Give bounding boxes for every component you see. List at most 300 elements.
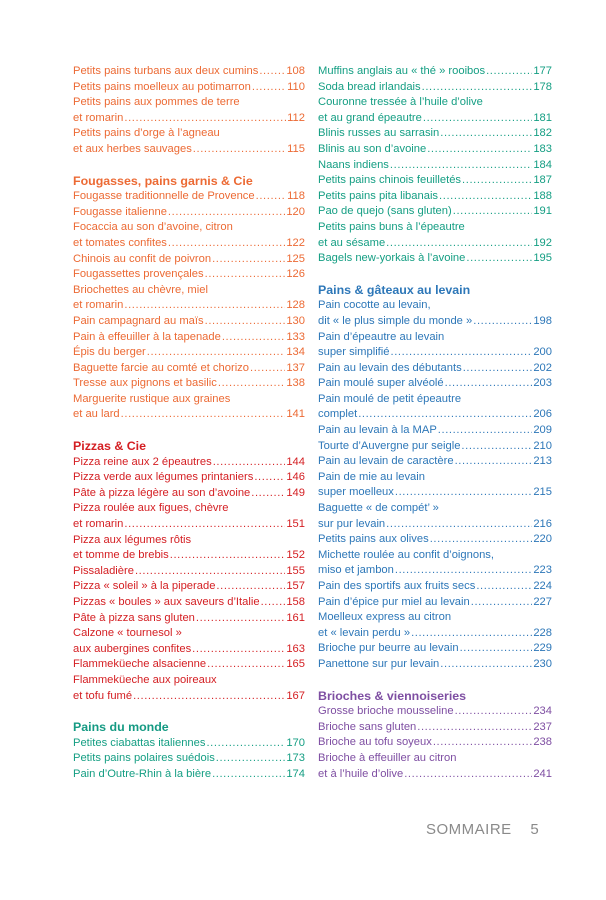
toc-entry-line: Couronne tressée à l’huile d’olive — [318, 96, 483, 109]
toc-entry-title: Tresse aux pignons et basilic — [73, 377, 217, 390]
section-heading-brioches: Brioches & viennoiseries — [318, 688, 467, 703]
toc-entry-title: Pâte à pizza sans gluten — [73, 611, 195, 624]
dot-leader — [168, 236, 285, 252]
toc-entry-row — [318, 314, 552, 330]
toc-entry-page: 126 — [286, 268, 305, 281]
toc-entry — [73, 205, 305, 221]
dot-leader — [386, 236, 532, 252]
toc-entry-title: Fougassettes provençales — [73, 268, 204, 281]
toc-entry-row — [73, 579, 305, 595]
toc-entry-page: 157 — [286, 580, 305, 593]
toc-entry-page: 241 — [533, 767, 552, 780]
toc-entry-title: Tourte d’Auvergne pur seigle — [318, 439, 461, 452]
toc-entry-title: Brioche sans gluten — [318, 720, 417, 733]
toc-entry — [318, 720, 552, 736]
dot-leader — [463, 361, 533, 377]
toc-entry-title: complet — [318, 408, 358, 421]
dot-leader — [423, 111, 532, 127]
toc-entry — [318, 142, 552, 158]
toc-entry-title: sur pur levain — [318, 517, 386, 530]
toc-entry — [318, 126, 552, 142]
section-continuation-left — [73, 64, 305, 158]
toc-entry-row — [318, 204, 552, 220]
toc-entry-row — [73, 751, 305, 767]
toc-entry-page: 183 — [533, 142, 552, 155]
dot-leader — [124, 298, 285, 314]
toc-entry-row — [318, 80, 552, 96]
section-fougasses — [73, 174, 305, 424]
toc-entry-page: 191 — [533, 205, 552, 218]
dot-leader — [196, 611, 285, 627]
toc-entry — [318, 439, 552, 455]
toc-entry-row — [318, 735, 552, 751]
toc-entry-title: Petits pains moelleux au potimarron — [73, 80, 251, 93]
toc-entry-page: 138 — [286, 377, 305, 390]
dot-leader — [216, 751, 286, 767]
toc-entry — [73, 501, 305, 532]
toc-entry-row — [73, 407, 305, 423]
toc-entry-page: 155 — [286, 564, 305, 577]
toc-entry — [73, 595, 305, 611]
toc-entry — [318, 189, 552, 205]
toc-entry-page: 200 — [533, 346, 552, 359]
toc-entry-title: Brioche au tofu soyeux — [318, 736, 432, 749]
toc-entry-page: 234 — [533, 705, 552, 718]
toc-entry-page: 174 — [286, 767, 305, 780]
toc-entry — [73, 455, 305, 471]
dot-leader — [170, 548, 286, 564]
toc-entry — [318, 298, 552, 329]
toc-entry-title: Pain au levain de caractère — [318, 455, 454, 468]
toc-entry-page: 188 — [533, 189, 552, 202]
toc-entry-page: 181 — [533, 111, 552, 124]
toc-entry-page: 130 — [286, 314, 305, 327]
toc-entry-line: Pizza aux légumes rôtis — [73, 533, 192, 546]
toc-entry-page: 122 — [286, 236, 305, 249]
toc-entry-line: Michette roulée au confit d’oignons, — [318, 548, 495, 561]
entries-brioches — [318, 704, 552, 782]
toc-entry — [73, 314, 305, 330]
toc-entry-page: 170 — [286, 736, 305, 749]
toc-entry-row — [318, 657, 552, 673]
toc-entry — [318, 704, 552, 720]
section-heading-levain: Pains & gâteaux au levain — [318, 282, 471, 297]
toc-entry-row — [73, 64, 305, 80]
section-brioches — [318, 689, 552, 783]
section-heading-pizzas: Pizzas & Cie — [73, 439, 146, 454]
toc-entry-page: 163 — [286, 642, 305, 655]
toc-entry-title: miso et jambon — [318, 564, 394, 577]
toc-entry-page: 115 — [287, 142, 305, 155]
toc-entry-page: 216 — [533, 517, 552, 530]
page-footer — [426, 821, 539, 838]
toc-entry-title: Pizza reine aux 2 épeautres — [73, 455, 212, 468]
toc-entry — [318, 204, 552, 220]
toc-entry-page: 146 — [286, 471, 305, 484]
toc-entry-title: et au sésame — [318, 236, 386, 249]
toc-entry-row — [318, 517, 552, 533]
toc-entry — [318, 423, 552, 439]
toc-entry — [318, 454, 552, 470]
toc-entry-row — [318, 345, 552, 361]
dot-leader — [147, 345, 286, 361]
toc-entry — [73, 736, 305, 752]
toc-entry-row — [318, 251, 552, 267]
dot-leader — [261, 595, 286, 611]
toc-entry — [73, 330, 305, 346]
toc-entry-title: Naans indiens — [318, 158, 389, 171]
toc-entry — [73, 283, 305, 314]
entries-pizzas — [73, 455, 305, 705]
toc-entry-row — [73, 252, 305, 268]
toc-entry-title: Flammeküeche alsacienne — [73, 658, 207, 671]
toc-entry — [73, 252, 305, 268]
toc-entry — [318, 64, 552, 80]
dot-leader — [133, 689, 285, 705]
dot-leader — [440, 657, 532, 673]
toc-entry-title: Pao de quejo (sans gluten) — [318, 205, 452, 218]
toc-entry-title: Pain des sportifs aux fruits secs — [318, 580, 476, 592]
toc-entry — [318, 735, 552, 751]
toc-entry-title: Petits pains turbans aux deux cumins — [73, 65, 259, 77]
toc-entry — [73, 392, 305, 423]
toc-entry-row — [318, 142, 552, 158]
toc-entry — [73, 470, 305, 486]
toc-entry-row — [73, 736, 305, 752]
toc-entry — [318, 392, 552, 423]
toc-entry-row — [73, 376, 305, 392]
dot-leader — [222, 330, 285, 346]
toc-entry-row — [318, 64, 552, 80]
toc-entry-title: super moelleux — [318, 486, 394, 499]
toc-entry-page: 108 — [286, 65, 305, 77]
toc-entry-title: Bagels new-yorkais à l’avoine — [318, 252, 466, 265]
toc-entry-line: Pizza roulée aux figues, chèvre — [73, 502, 229, 515]
toc-entry-title: Pain moulé super alvéolé — [318, 377, 444, 390]
toc-entry — [318, 579, 552, 595]
toc-entry-page: 165 — [286, 658, 305, 671]
toc-entry — [73, 80, 305, 96]
dot-leader — [252, 80, 286, 96]
toc-entry-row — [73, 657, 305, 673]
toc-entry-row — [318, 454, 552, 470]
toc-entry-page: 206 — [533, 408, 552, 421]
dot-leader — [473, 314, 532, 330]
dot-leader — [213, 455, 286, 471]
dot-leader — [218, 376, 285, 392]
toc-entry-line: Flammeküeche aux poireaux — [73, 673, 217, 686]
dot-leader — [462, 173, 532, 189]
toc-entry-title: super simplifié — [318, 346, 390, 359]
toc-entry — [73, 579, 305, 595]
toc-entry-title: et à l’huile d’olive — [318, 767, 404, 780]
toc-entry-title: Pizza verde aux légumes printaniers — [73, 471, 254, 484]
toc-entry-page: 237 — [533, 720, 552, 733]
toc-entry-line: Brioche à effeuiller au citron — [318, 751, 457, 764]
right-column — [318, 64, 552, 798]
toc-entry-title: Pain à effeuiller à la tapenade — [73, 330, 221, 343]
toc-entry-page: 195 — [533, 252, 552, 265]
dot-leader — [390, 158, 532, 174]
toc-entry-page: 112 — [287, 111, 305, 124]
toc-entry-title: Pain d’Outre-Rhin à la bière — [73, 767, 212, 780]
toc-entry — [73, 376, 305, 392]
toc-entry-line: Marguerite rustique aux graines — [73, 392, 231, 405]
toc-entry-row — [73, 236, 305, 252]
toc-entry-page: 227 — [533, 595, 552, 608]
toc-entry — [73, 486, 305, 502]
dot-leader — [427, 142, 532, 158]
toc-entry-line: Briochettes au chèvre, miel — [73, 283, 208, 296]
dot-leader — [395, 485, 532, 501]
toc-entry — [318, 610, 552, 641]
dot-leader — [395, 563, 532, 579]
toc-entry-row — [318, 407, 552, 423]
toc-entry-page: 210 — [533, 439, 552, 452]
toc-entry-title: et au lard — [73, 408, 120, 421]
toc-entry-title: Pain au levain des débutants — [318, 361, 462, 374]
toc-entry-page: 149 — [286, 486, 305, 499]
toc-entry-page: 167 — [286, 689, 305, 702]
entries-levain — [318, 298, 552, 672]
dot-leader — [455, 704, 533, 720]
toc-entry-row — [73, 548, 305, 564]
section-heading-monde: Pains du monde — [73, 720, 169, 735]
toc-entry-line: Petits pains buns à l’épeautre — [318, 220, 465, 233]
toc-entry-page: 141 — [286, 408, 305, 421]
dot-leader — [121, 407, 286, 423]
toc-entry-page: 161 — [286, 611, 305, 624]
toc-entry-page: 215 — [533, 486, 552, 499]
dot-leader — [168, 205, 285, 221]
toc-entry — [73, 345, 305, 361]
toc-entry-page: 137 — [286, 361, 305, 374]
toc-entry — [73, 657, 305, 673]
toc-entry-title: aux aubergines confites — [73, 642, 192, 655]
toc-entry-page: 152 — [286, 549, 305, 562]
toc-entry — [318, 501, 552, 532]
toc-entry-line: Pain cocotte au levain, — [318, 299, 431, 312]
dot-leader — [212, 767, 285, 783]
toc-entry — [318, 595, 552, 611]
toc-entry-row — [73, 470, 305, 486]
dot-leader — [430, 532, 533, 548]
toc-entry-title: et « levain perdu » — [318, 626, 411, 639]
dot-leader — [256, 189, 287, 205]
toc-entry — [318, 95, 552, 126]
toc-entry-row — [318, 532, 552, 548]
section-continuation-right — [318, 64, 552, 267]
toc-entry-title: et au grand épeautre — [318, 111, 422, 124]
toc-entry-title: Pizza « soleil » à la piperade — [73, 580, 216, 593]
dot-leader — [439, 189, 532, 205]
section-levain — [318, 283, 552, 673]
dot-leader — [445, 376, 533, 392]
toc-entry-title: Muffins anglais au « thé » rooibos — [318, 65, 486, 77]
toc-entry-row — [318, 626, 552, 642]
toc-entry-title: Panettone sur pur levain — [318, 657, 440, 670]
toc-entry-title: Pain d’épice pur miel au levain — [318, 595, 470, 608]
toc-entry-title: Fougasse traditionnelle de Provence — [73, 190, 255, 203]
toc-entry-line: Baguette « de compét’ » — [318, 502, 439, 515]
toc-entry-row — [318, 361, 552, 377]
toc-entry-page: 158 — [286, 596, 305, 608]
toc-entry-title: Soda bread irlandais — [318, 80, 421, 93]
toc-entry-page: 178 — [533, 80, 552, 93]
toc-entry-title: Pâte à pizza légère au son d’avoine — [73, 486, 251, 499]
toc-entry-page: 187 — [533, 174, 552, 187]
dot-leader — [422, 80, 533, 96]
toc-entry-page: 230 — [533, 657, 552, 670]
toc-entry-page: 110 — [287, 80, 305, 93]
toc-entry — [73, 626, 305, 657]
toc-entry-row — [73, 689, 305, 705]
toc-entry — [318, 220, 552, 251]
toc-entry-row — [73, 767, 305, 783]
toc-entry — [73, 533, 305, 564]
toc-entry-title: Petits pains polaires suédois — [73, 752, 215, 765]
dot-leader — [466, 251, 532, 267]
toc-entry — [73, 751, 305, 767]
toc-entry-row — [73, 564, 305, 580]
toc-entry-row — [73, 486, 305, 502]
toc-entry-title: et romarin — [73, 111, 124, 124]
toc-entry-row — [318, 376, 552, 392]
toc-entry-row — [318, 704, 552, 720]
toc-entry — [318, 361, 552, 377]
toc-entry — [73, 220, 305, 251]
toc-entry-page: 223 — [533, 564, 552, 577]
dot-leader — [417, 720, 532, 736]
toc-entry-row — [318, 720, 552, 736]
toc-entry-row — [73, 298, 305, 314]
toc-entry-page: 229 — [533, 642, 552, 655]
toc-entry — [318, 641, 552, 657]
dot-leader — [411, 626, 532, 642]
toc-entry-title: et tomme de brebis — [73, 549, 169, 562]
section-monde — [73, 720, 305, 782]
toc-entry-title: Épis du berger — [73, 346, 146, 359]
toc-entry-title: Blinis au son d’avoine — [318, 142, 427, 155]
toc-entry-row — [318, 111, 552, 127]
toc-entry-page: 224 — [533, 580, 552, 592]
toc-entry — [318, 751, 552, 782]
dot-leader — [391, 345, 533, 361]
section-heading-fougasses: Fougasses, pains garnis & Cie — [73, 173, 253, 188]
toc-entry-line: Pain moulé de petit épeautre — [318, 392, 462, 405]
toc-entry-line: Focaccia au son d’avoine, citron — [73, 221, 233, 234]
dot-leader — [192, 642, 285, 658]
toc-entry-page: 151 — [286, 518, 305, 531]
toc-entry-title: Blinis russes au sarrasin — [318, 127, 440, 140]
toc-entry-title: et romarin — [73, 299, 124, 312]
toc-entry-line: Petits pains aux pommes de terre — [73, 96, 240, 109]
entries-fougasses — [73, 189, 305, 423]
toc-entry-row — [318, 173, 552, 189]
dot-leader — [124, 517, 285, 533]
dot-leader — [124, 111, 286, 127]
toc-entry-row — [73, 189, 305, 205]
toc-entry-row — [318, 236, 552, 252]
dot-leader — [461, 439, 532, 455]
toc-entry-page: 182 — [533, 127, 552, 140]
toc-entry — [73, 361, 305, 377]
toc-entry-page: 228 — [533, 626, 552, 639]
toc-entry — [318, 470, 552, 501]
dot-leader — [471, 595, 533, 611]
page-number: 5 — [530, 821, 540, 838]
section-pizzas — [73, 439, 305, 704]
toc-entry-row — [73, 345, 305, 361]
toc-entry-line: Pain de mie au levain — [318, 470, 425, 483]
toc-entry — [73, 126, 305, 157]
toc-entry-page: 198 — [533, 314, 552, 327]
toc-entry-page: 202 — [533, 361, 552, 374]
dot-leader — [250, 361, 285, 377]
toc-entry-title: Petites ciabattas italiennes — [73, 736, 206, 749]
toc-entry-page: 209 — [533, 424, 552, 437]
toc-entry — [73, 611, 305, 627]
toc-entry — [318, 376, 552, 392]
dot-leader — [207, 657, 285, 673]
toc-entry-title: Brioche pur beurre au levain — [318, 642, 459, 655]
toc-entry — [318, 330, 552, 361]
toc-entry — [73, 564, 305, 580]
entries-monde — [73, 736, 305, 783]
toc-entry-row — [73, 595, 305, 611]
dot-leader — [453, 204, 533, 220]
toc-entry-title: Fougasse italienne — [73, 205, 167, 218]
toc-entry-title: Pain campagnard au maïs — [73, 314, 204, 327]
dot-leader — [206, 736, 285, 752]
toc-entry-row — [318, 767, 552, 783]
toc-entry-title: Petits pains pita libanais — [318, 189, 439, 202]
dot-leader — [460, 641, 533, 657]
toc-entry-row — [318, 423, 552, 439]
toc-entry-page: 133 — [286, 330, 305, 343]
left-column — [73, 64, 305, 799]
toc-entry-title: Petits pains chinois feuilletés — [318, 174, 462, 187]
toc-entry — [73, 673, 305, 704]
footer-label: SOMMAIRE — [426, 821, 512, 838]
toc-entry-row — [73, 361, 305, 377]
toc-entry-row — [73, 111, 305, 127]
toc-entry-page: 184 — [533, 158, 552, 171]
dot-leader — [205, 267, 286, 283]
toc-entry-line: Pain d’épeautre au levain — [318, 330, 445, 343]
toc-entry-page: 238 — [533, 736, 552, 749]
toc-entry-row — [73, 314, 305, 330]
toc-entry-row — [73, 455, 305, 471]
toc-entry-title: Petits pains aux olives — [318, 533, 429, 546]
toc-entry-page: 203 — [533, 377, 552, 390]
toc-entry — [73, 267, 305, 283]
toc-entry-page: 213 — [533, 455, 552, 468]
toc-entry-page: 134 — [286, 346, 305, 359]
dot-leader — [386, 517, 532, 533]
toc-entry-title: dit « le plus simple du monde » — [318, 314, 473, 327]
toc-entry-title: et tomates confites — [73, 236, 167, 249]
toc-entry-page: 128 — [286, 299, 305, 312]
toc-entry-row — [318, 439, 552, 455]
toc-entry-row — [73, 330, 305, 346]
toc-entry-page: 125 — [286, 252, 305, 265]
toc-entry — [73, 95, 305, 126]
toc-entry-row — [318, 595, 552, 611]
toc-entry-title: et tofu fumé — [73, 689, 133, 702]
toc-entry-row — [318, 641, 552, 657]
dot-leader — [358, 407, 532, 423]
